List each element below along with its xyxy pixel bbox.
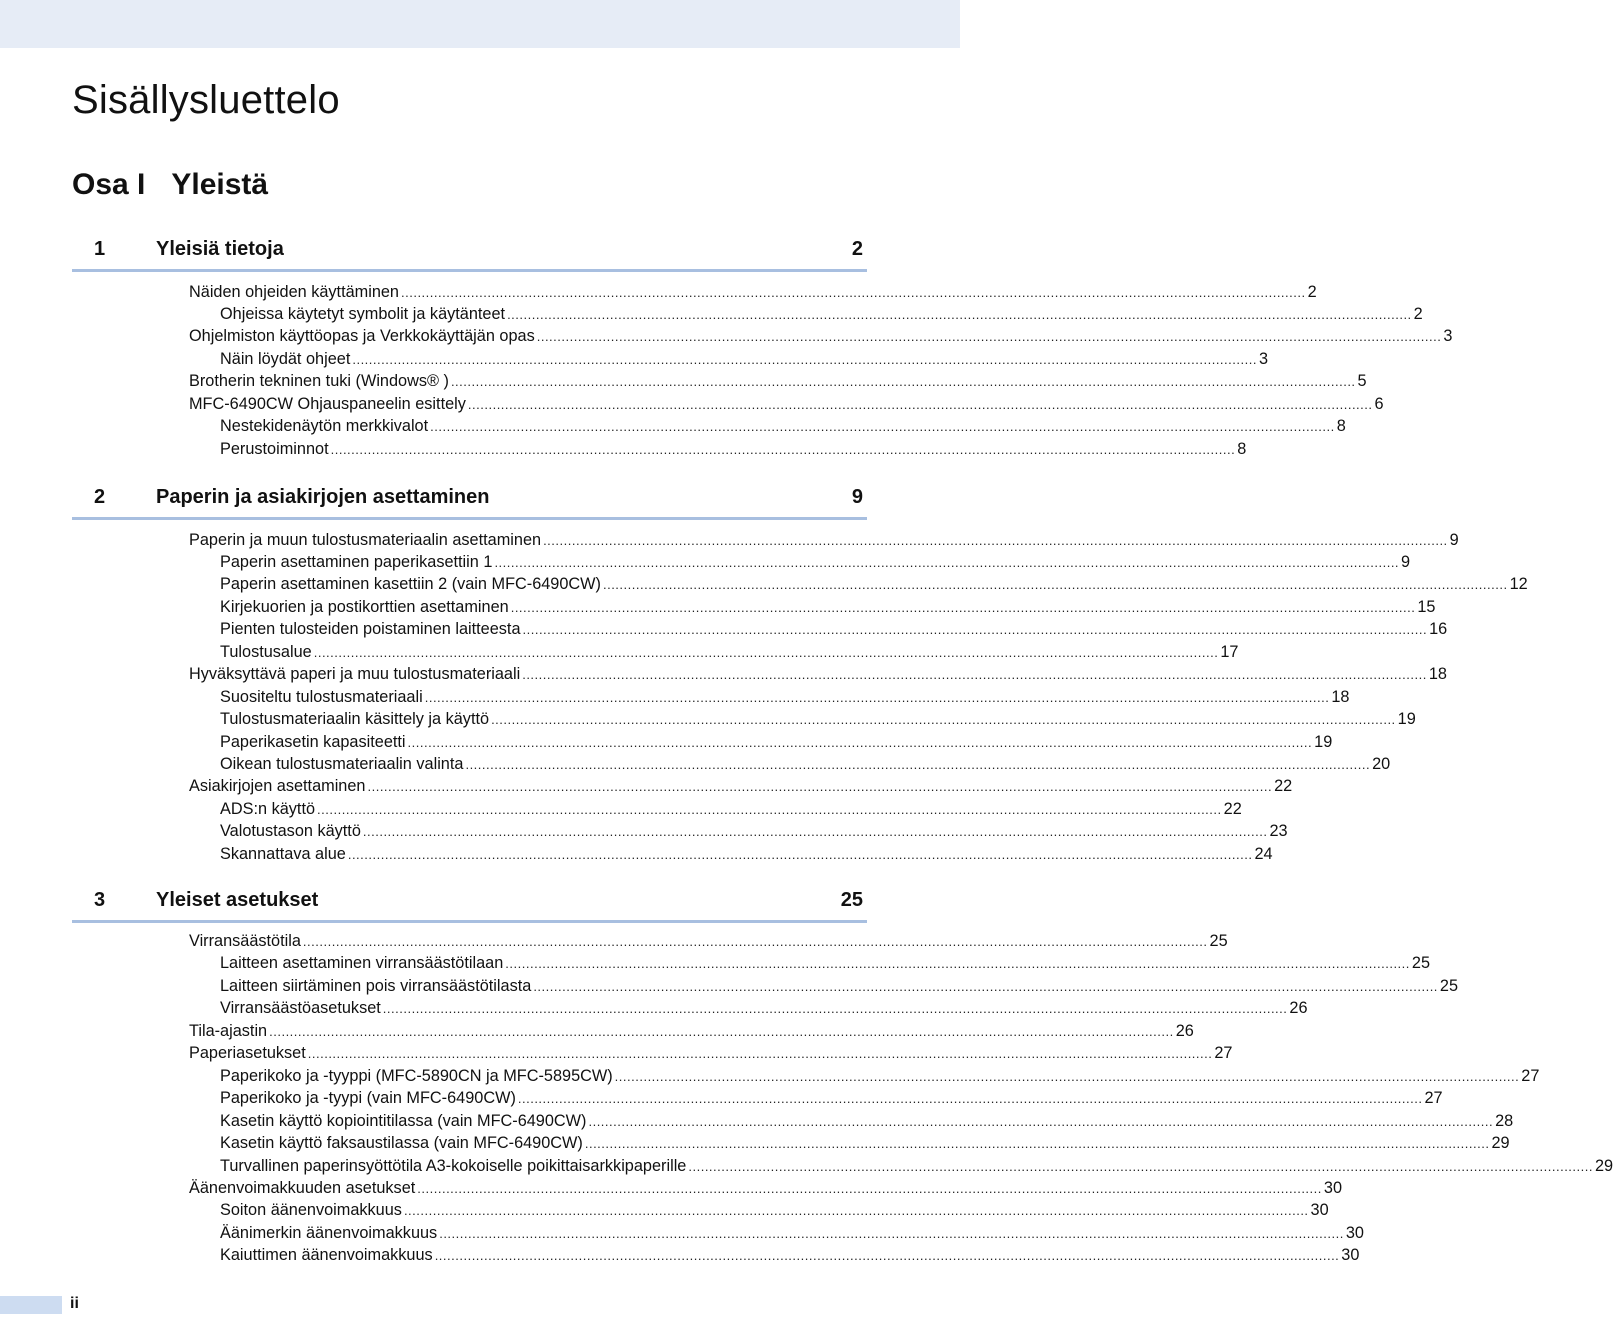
toc-entry[interactable] (220, 952, 1431, 975)
dot-leader: ............................................................................................................................................................................................................................ (494, 554, 1400, 570)
toc-entry-page-number: 6 (1374, 394, 1384, 413)
dot-leader: ............................................................................................................................................................................................................................ (407, 734, 1313, 750)
toc-entry-title: Laitteen siirtäminen pois virransäästötilasta (220, 976, 532, 995)
chapter-page-number: 25 (840, 889, 863, 911)
toc-entry[interactable] (220, 820, 1288, 843)
toc-entry[interactable] (189, 1177, 1343, 1200)
page-title: Sisällysluettelo (72, 78, 340, 122)
toc-entry[interactable] (189, 370, 1367, 393)
toc-entry[interactable] (220, 438, 1247, 461)
toc-entry-title: Näin löydät ohjeet (220, 349, 351, 368)
top-header-band (0, 0, 960, 48)
toc-entry[interactable] (189, 1042, 1233, 1065)
toc-entry[interactable] (220, 348, 1269, 371)
toc-entry[interactable] (189, 930, 1228, 953)
toc-entry-title: Suositeltu tulostusmateriaali (220, 687, 423, 706)
toc-entry-title: Paperikasetin kapasiteetti (220, 732, 406, 751)
toc-entry-title: Soiton äänenvoimakkuus (220, 1201, 402, 1220)
dot-leader: ............................................................................................................................................................................................................................ (362, 824, 1268, 840)
toc-entry-title: Skannattava alue (220, 844, 346, 863)
toc-entry-title: Paperin ja muun tulostusmateriaalin asettaminen (189, 530, 542, 549)
toc-entry[interactable] (220, 596, 1436, 619)
toc-entry-page-number: 26 (1289, 999, 1308, 1018)
toc-entry-title: Asiakirjojen asettaminen (189, 777, 366, 796)
dot-leader: ............................................................................................................................................................................................................................ (517, 1091, 1423, 1107)
toc-entry[interactable] (220, 708, 1416, 731)
toc-entry-page-number: 24 (1254, 844, 1273, 863)
toc-entry-title: Kirjekuorien ja postikorttien asettaminen (220, 597, 509, 616)
toc-entry-page-number: 5 (1357, 372, 1367, 391)
toc-entry-title: Tulostusalue (220, 642, 312, 661)
toc-entry-title: Laitteen asettaminen virransäästötilaan (220, 954, 504, 973)
toc-entry-page-number: 22 (1274, 777, 1293, 796)
toc-entry[interactable] (220, 731, 1333, 754)
dot-leader: ............................................................................................................................................................................................................................ (417, 1180, 1322, 1196)
toc-entry-page-number: 2 (1413, 304, 1423, 323)
toc-entry-title: Paperin asettaminen paperikasettiin 1 (220, 552, 493, 571)
toc-entry-page-number: 15 (1417, 597, 1436, 616)
dot-leader: ............................................................................................................................................................................................................................ (465, 757, 1371, 772)
toc-entry-page-number: 30 (1341, 1246, 1360, 1265)
dot-leader: ............................................................................................................................................................................................................................ (522, 622, 1428, 638)
dot-leader: ............................................................................................................................................................................................................................ (533, 978, 1438, 994)
toc-entry[interactable] (189, 663, 1447, 686)
dot-leader: ............................................................................................................................................................................................................................ (522, 667, 1427, 683)
dot-leader: ............................................................................................................................................................................................................................ (505, 956, 1410, 972)
toc-entry-title: Tila-ajastin (189, 1021, 268, 1040)
dot-leader: ............................................................................................................................................................................................................................ (450, 374, 1356, 390)
toc-entry[interactable] (220, 303, 1423, 326)
toc-entry[interactable] (220, 1110, 1514, 1133)
toc-entry-page-number: 30 (1310, 1201, 1329, 1220)
dot-leader: ............................................................................................................................................................................................................................ (491, 712, 1396, 728)
chapter-page-number: 2 (851, 238, 863, 260)
toc-entry[interactable] (220, 843, 1273, 866)
toc-entry-page-number: 27 (1521, 1066, 1540, 1085)
toc-entry-title: Äänimerkin äänenvoimakkuus (220, 1223, 438, 1242)
toc-entry-page-number: 8 (1336, 417, 1346, 436)
toc-entry-page-number: 3 (1258, 349, 1269, 368)
toc-entry-title: ADS:n käyttö (220, 799, 316, 818)
toc-entry-title: Ohjeissa käytetyt symbolit ja käytänteet (220, 304, 506, 323)
chapter-heading[interactable] (72, 880, 867, 923)
toc-entry-page-number: 22 (1223, 799, 1242, 818)
dot-leader: ............................................................................................................................................................................................................................ (347, 846, 1253, 862)
dot-leader: ............................................................................................................................................................................................................................ (614, 1068, 1520, 1084)
dot-leader: ............................................................................................................................................................................................................................ (403, 1203, 1309, 1219)
toc-entry[interactable] (220, 753, 1391, 776)
dot-leader: ............................................................................................................................................................................................................................ (382, 1001, 1288, 1017)
chapter-title: Yleiset asetukset (156, 889, 319, 911)
toc-entry-title: Kaiuttimen äänenvoimakkuus (220, 1246, 433, 1265)
toc-entry-page-number: 29 (1594, 1156, 1613, 1175)
toc-entry[interactable] (220, 1065, 1540, 1088)
toc-entry-page-number: 27 (1214, 1044, 1233, 1063)
dot-leader: ............................................................................................................................................................................................................................ (439, 1225, 1344, 1241)
page-number: ii (70, 1295, 79, 1312)
dot-leader: ............................................................................................................................................................................................................................ (307, 1046, 1213, 1062)
toc-entry-page-number: 28 (1495, 1111, 1514, 1130)
toc-entry[interactable] (220, 975, 1459, 998)
dot-leader: ............................................................................................................................................................................................................................ (543, 532, 1448, 548)
toc-entry-page-number: 20 (1372, 755, 1391, 773)
toc-entry-title: MFC-6490CW Ohjauspaneelin esittely (189, 394, 466, 413)
dot-leader: ............................................................................................................................................................................................................................ (424, 689, 1330, 705)
toc-entry-title: Virransäästöasetukset (220, 999, 381, 1018)
dot-leader: ............................................................................................................................................................................................................................ (584, 1136, 1490, 1152)
toc-entry[interactable] (220, 686, 1350, 709)
toc-entry[interactable] (220, 997, 1308, 1020)
toc-entry[interactable] (220, 1244, 1360, 1267)
toc-entry[interactable] (189, 393, 1384, 416)
toc-entry-title: Paperikoko ja -tyyppi (MFC-5890CN ja MFC-5895CW) (220, 1066, 613, 1085)
toc-entry[interactable] (220, 1155, 1613, 1178)
toc-entry-page-number: 12 (1509, 575, 1528, 594)
toc-entry-page-number: 25 (1209, 932, 1228, 950)
toc-entry[interactable] (220, 1222, 1364, 1245)
toc-entry[interactable] (189, 325, 1453, 348)
toc-entry-title: Paperin asettaminen kasettiin 2 (vain MFC-6490CW) (220, 575, 601, 594)
chapter-number: 1 (94, 238, 106, 260)
toc-entry-title: Äänenvoimakkuuden asetukset (189, 1178, 416, 1197)
toc-entry[interactable] (189, 529, 1459, 552)
dot-leader: ............................................................................................................................................................................................................................ (330, 441, 1236, 457)
toc-entry[interactable] (189, 281, 1317, 304)
toc-entry-title: Pienten tulosteiden poistaminen laitteesta (220, 620, 521, 639)
toc-entry-page-number: 16 (1429, 620, 1448, 639)
dot-leader: ............................................................................................................................................................................................................................ (588, 1113, 1494, 1129)
chapter-heading[interactable] (72, 477, 867, 520)
chapter-title: Paperin ja asiakirjojen asettaminen (156, 486, 490, 508)
toc-entry-page-number: 18 (1331, 687, 1350, 706)
toc-entry-title: Turvallinen paperinsyöttötila A3-kokoiselle poikittaisarkkipaperille (220, 1156, 687, 1175)
toc-entry-page-number: 27 (1424, 1089, 1443, 1108)
dot-leader: ............................................................................................................................................................................................................................ (602, 577, 1508, 593)
toc-entry-page-number: 26 (1175, 1021, 1194, 1040)
chapter-title: Yleisiä tietoja (156, 238, 284, 260)
dot-leader: ............................................................................................................................................................................................................................ (510, 599, 1416, 615)
toc-entry-title: Valotustason käyttö (220, 822, 361, 841)
toc-entry-page-number: 29 (1491, 1134, 1510, 1153)
dot-leader: ............................................................................................................................................................................................................................ (401, 284, 1306, 300)
chapter-page-number: 9 (851, 486, 863, 508)
toc-entry-title: Hyväksyttävä paperi ja muu tulostusmateriaali (189, 665, 521, 684)
toc-entry-title: Brotherin tekninen tuki (Windows® ) (189, 372, 449, 391)
toc-entry-title: Kasetin käyttö kopiointitilassa (vain MFC-6490CW) (220, 1111, 587, 1130)
part-number: Osa I (72, 168, 146, 201)
dot-leader: ............................................................................................................................................................................................................................ (352, 351, 1257, 367)
toc-entry-page-number: 19 (1314, 732, 1333, 751)
toc-entry-page-number: 8 (1237, 439, 1247, 458)
toc-entry-page-number: 25 (1439, 976, 1459, 995)
toc-entry[interactable] (220, 798, 1242, 821)
toc-entry[interactable] (220, 573, 1528, 596)
toc-entry[interactable] (220, 618, 1448, 641)
toc-entry[interactable] (220, 551, 1411, 574)
part-heading (72, 165, 268, 205)
chapter-heading[interactable] (72, 229, 867, 272)
toc-entry-title: Virransäästötila (189, 932, 301, 950)
toc-entry-title: Paperiasetukset (189, 1044, 306, 1063)
dot-leader: ............................................................................................................................................................................................................................ (302, 934, 1208, 949)
toc-entry-page-number: 30 (1345, 1223, 1364, 1242)
toc-entry-page-number: 9 (1449, 530, 1459, 549)
toc-entry-page-number: 25 (1411, 954, 1431, 973)
toc-entry-title: Näiden ohjeiden käyttäminen (189, 282, 399, 301)
part-title: Yleistä (171, 168, 269, 201)
toc-entry-title: Kasetin käyttö faksaustilassa (vain MFC-6490CW) (220, 1134, 583, 1153)
toc-entry-title: Tulostusmateriaalin käsittely ja käyttö (220, 710, 490, 729)
toc-entry-page-number: 3 (1443, 327, 1453, 346)
toc-entry-page-number: 9 (1401, 552, 1411, 571)
toc-entry-title: Paperikoko ja -tyypi (vain MFC-6490CW) (220, 1089, 516, 1108)
toc-entry[interactable] (189, 775, 1293, 798)
dot-leader: ............................................................................................................................................................................................................................ (434, 1248, 1340, 1264)
toc-entry-page-number: 19 (1397, 710, 1416, 729)
chapter-number: 3 (94, 889, 106, 911)
dot-leader: ............................................................................................................................................................................................................................ (317, 801, 1222, 817)
footer-bar (0, 1296, 62, 1314)
dot-leader: ............................................................................................................................................................................................................................ (367, 779, 1273, 795)
toc-entry-title: Oikean tulostusmateriaalin valinta (220, 755, 464, 773)
dot-leader: ............................................................................................................................................................................................................................ (536, 329, 1442, 345)
toc-entry-page-number: 23 (1269, 822, 1288, 841)
toc-entry-page-number: 18 (1428, 665, 1447, 684)
toc-entry-title: Nestekidenäytön merkkivalot (220, 417, 429, 436)
toc-entry[interactable] (220, 1087, 1443, 1110)
dot-leader: ............................................................................................................................................................................................................................ (688, 1158, 1593, 1174)
toc-entry[interactable] (220, 1199, 1329, 1222)
toc-entry[interactable] (220, 415, 1346, 438)
dot-leader: ............................................................................................................................................................................................................................ (430, 419, 1335, 435)
toc-entry[interactable] (220, 641, 1239, 664)
toc-entry-page-number: 30 (1323, 1178, 1343, 1197)
toc-entry[interactable] (220, 1132, 1510, 1155)
toc-entry-title: Perustoiminnot (220, 439, 329, 458)
dot-leader: ............................................................................................................................................................................................................................ (467, 396, 1373, 412)
toc-entry[interactable] (189, 1020, 1194, 1043)
toc-entry-page-number: 17 (1220, 642, 1239, 661)
dot-leader: ............................................................................................................................................................................................................................ (507, 306, 1412, 322)
chapter-number: 2 (94, 486, 106, 508)
toc-entry-title: Ohjelmiston käyttöopas ja Verkkokäyttäjän opas (189, 327, 535, 346)
toc-entry-page-number: 2 (1307, 282, 1317, 301)
dot-leader: ............................................................................................................................................................................................................................ (313, 644, 1219, 660)
dot-leader: ............................................................................................................................................................................................................................ (269, 1023, 1174, 1039)
